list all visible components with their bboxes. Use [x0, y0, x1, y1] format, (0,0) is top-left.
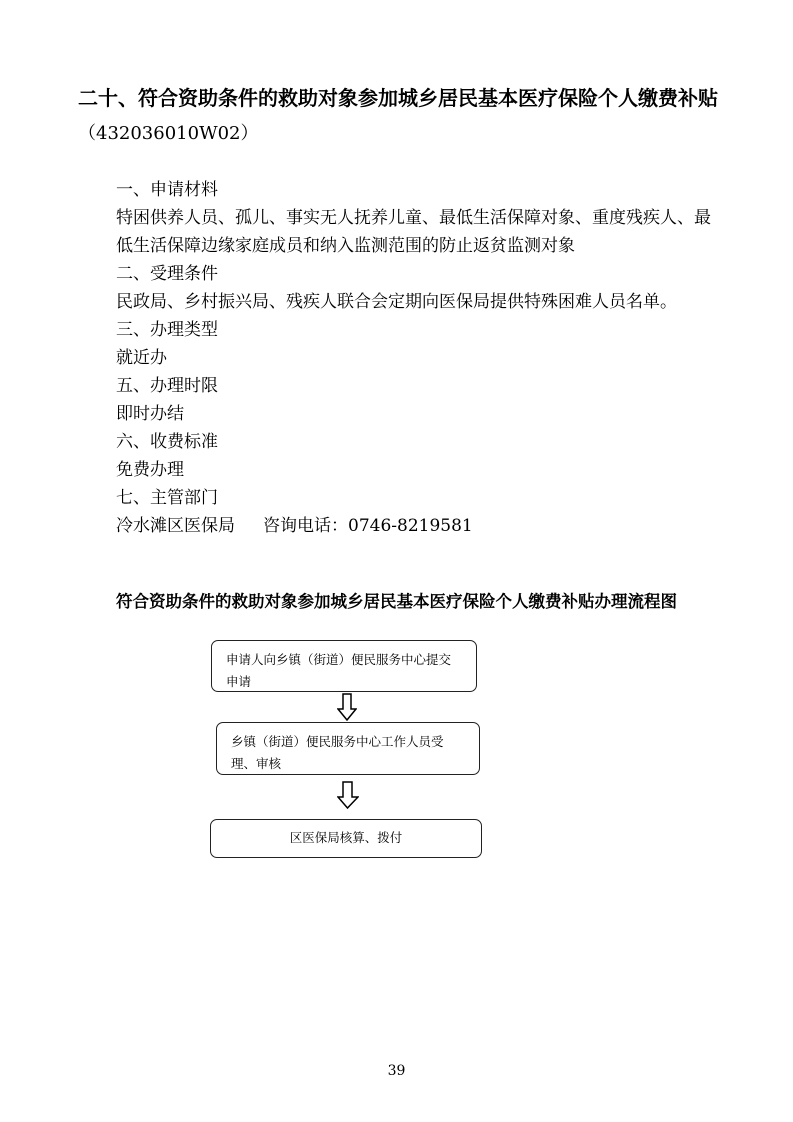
down-arrow-icon	[337, 781, 359, 809]
contact-line	[80, 512, 720, 540]
contact-phone: 咨询电话：0746-8219581	[263, 516, 473, 536]
section-content: 就近办	[116, 348, 167, 368]
flow-step-settle: 区医保局核算、拨付	[210, 819, 482, 858]
flow-step-review: 乡镇（街道）便民服务中心工作人员受理、审核	[216, 722, 480, 775]
section-heading: 六、收费标准	[116, 432, 218, 452]
down-arrow-icon	[337, 693, 357, 721]
section-heading: 一、申请材料	[116, 180, 218, 200]
page-number: 39	[387, 1063, 406, 1079]
title-text: 二十、符合资助条件的救助对象参加城乡居民基本医疗保险个人缴费补贴	[78, 86, 718, 110]
section-heading: 二、受理条件	[116, 264, 218, 284]
section-heading: 七、主管部门	[116, 488, 218, 508]
department-name: 冷水滩区医保局	[116, 516, 235, 536]
flowchart-title: 符合资助条件的救助对象参加城乡居民基本医疗保险个人缴费补贴办理流程图	[116, 592, 677, 611]
section-content: 民政局、乡村振兴局、残疾人联合会定期向医保局提供特殊困难人员名单。	[116, 292, 677, 312]
section-heading: 五、办理时限	[116, 376, 218, 396]
section-content: 即时办结	[116, 404, 184, 424]
section-content: 特困供养人员、孤儿、事实无人抚养儿童、最低生活保障对象、重度残疾人、最低生活保障边缘家庭成员和纳入监测范围的防止返贫监测对象	[116, 208, 711, 256]
service-code: （432036010W02）	[78, 123, 259, 144]
page-title	[78, 81, 728, 151]
flow-step-apply: 申请人向乡镇（街道）便民服务中心提交申请	[211, 640, 477, 692]
section-content: 免费办理	[116, 460, 184, 480]
document-body	[80, 176, 720, 540]
section-heading: 三、办理类型	[116, 320, 218, 340]
